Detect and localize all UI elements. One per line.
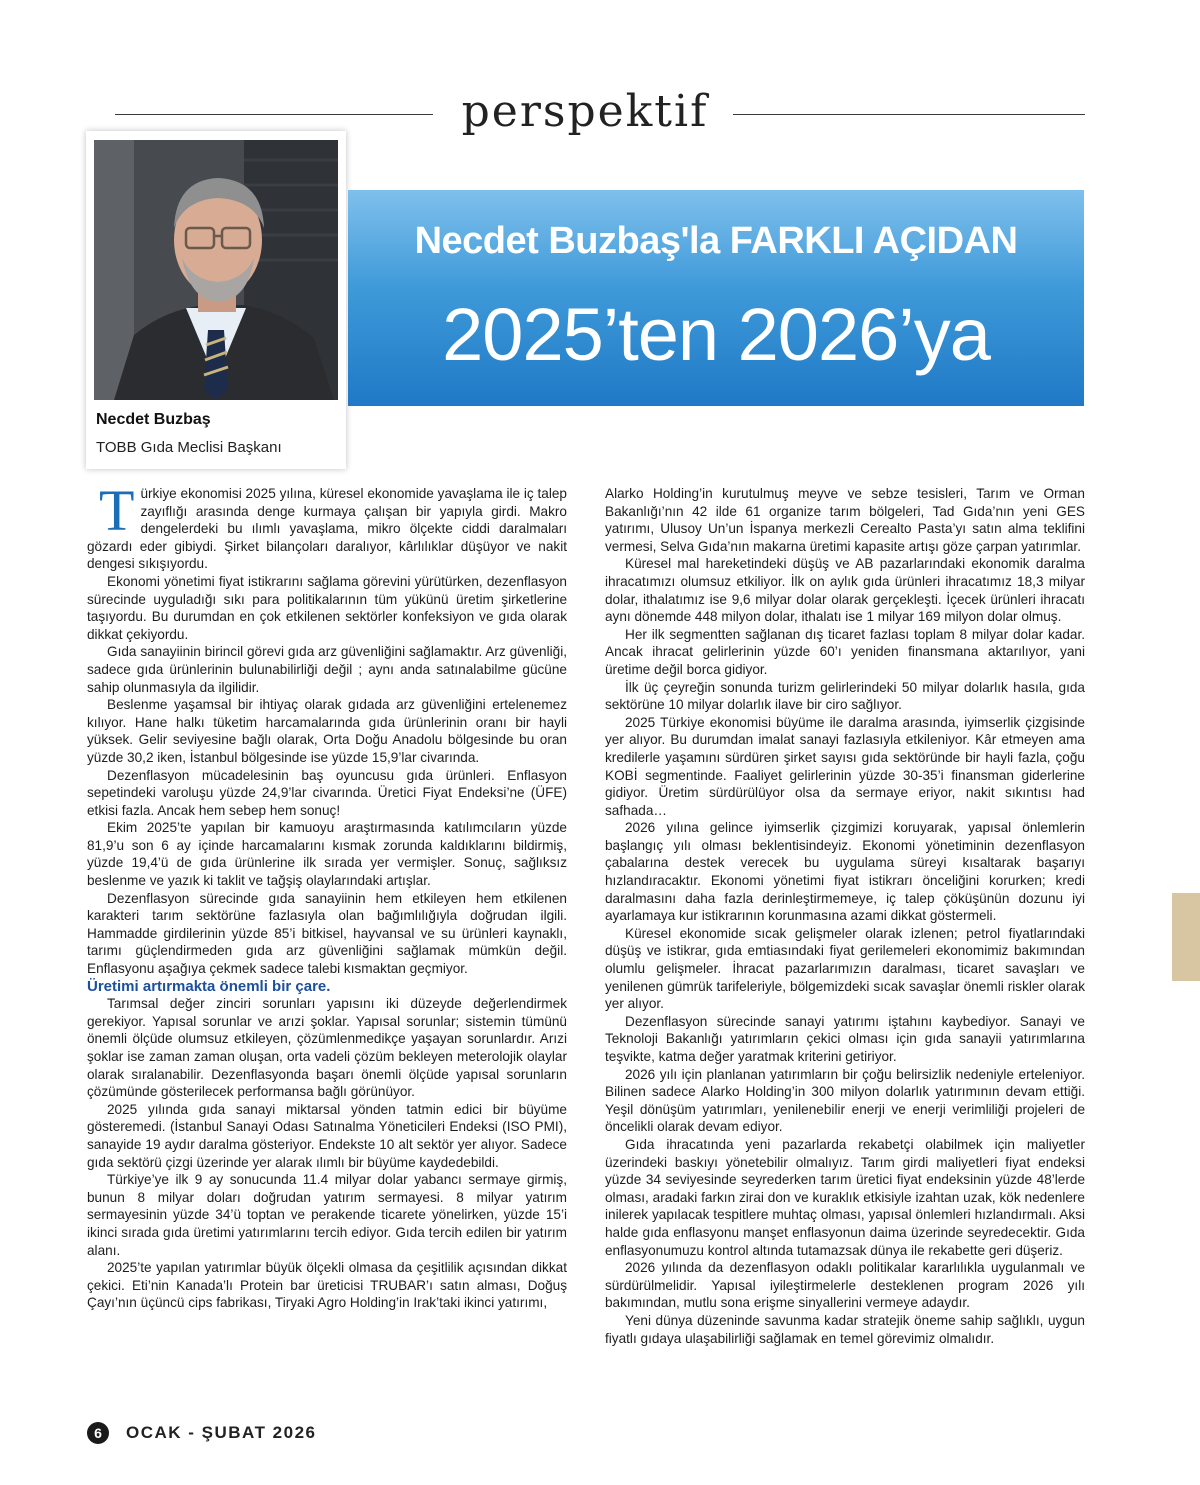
paragraph: Küresel ekonomide sıcak gelişmeler olarak izlenen; petrol fiyatlarındaki düşüş ve istikrar, gıda emtiasındaki fiyat gerilemeleri ekonomimiz bakımından olumlu gelişmeler. İhracat pazarlarımızın daralması, ticaret savaşları ve yenilenen gümrük tarifeleriyle, bölgemizdeki sıcak savaşlar önemli riskler olarak yer alıyor.: [605, 925, 1085, 1012]
paragraph: Tarımsal değer zinciri sorunları yapısını iki düzeyde değerlendirmek gerekiyor. Yapısal sorunlar ve arızi şoklar. Yapısal sorunlar; sistemin tümünü önemli ölçüde olumsuz etkileyen, çözümlenmedikçe yaşayan sorunlardır. Arızi şoklar ise zaman zaman oluşan, orta vadeli çözüm bekleyen meterolojik olaylar olarak sıralanabilir. Dezenflasyonda başarı önemli ölçüde yapısal sorunların çözümünde gösterilecek performansa bağlı görünüyor.: [87, 996, 567, 1100]
header-rule-left: [115, 114, 433, 115]
paragraph: Ekonomi yönetimi fiyat istikrarını sağlama görevini yürütürken, dezenflasyon sürecinde uyguladığı sıkı para politikalarının tüm yükünü üretim şirketlerine taşıyordu. Bu durumdan en çok etkilenen sektörler konfeksiyon ve gıda olarak dikkat çekiyordu.: [87, 573, 567, 642]
paragraph: Türkiye’ye ilk 9 ay sonucunda 11.4 milyar dolar yabancı sermaye girmiş, bunun 8 milyar doları doğrudan yatırım sermayesi. 8 milyar yatırım sermayesinin yüzde 34’ü toptan ve perakende ticarete yönelirken, yüzde 15’i ikinci sırada gıda üretimi yatırımlarını tercih ediyor. Gıda tercih edilen bir yatırım alanı.: [87, 1172, 567, 1258]
paragraph: Küresel mal hareketindeki düşüş ve AB pazarlarındaki ekonomik daralma ihracatımızı olumsuz etkiliyor. İlk on aylık gıda ürünleri ihracatımız 18,3 milyar dolar, ithalatımız ise 9,6 milyar dolar olarak gerçekleşti. İçecek ürünleri ihracatı aynı dönemde 448 milyon dolar, ithalatı ise 1 milyar 169 milyon dolar olmuş.: [605, 556, 1085, 625]
article-column-right: [605, 485, 1085, 1347]
paragraph: 2026 yılı için planlanan yatırımların bir çoğu belirsizlik nedeniyle erteleniyor. Bilinen sadece Alarko Holding’in 300 milyon dolarlık yatırımının devam ettiği. Yeşil dönüşüm yatırımları, yenilenebilir enerji ve enerji verimliliği projeleri de öncelikli olarak devam ediyor.: [605, 1066, 1085, 1135]
paragraph: Gıda sanayiinin birincil görevi gıda arz güvenliğini sağlamaktır. Arz güvenliği, sadece gıda ürünlerinin bulunabilirliği değil ; aynı anda satınalabilme gücüne sahip olunmasıyla da ilgilidir.: [87, 644, 567, 695]
title-banner: [348, 190, 1084, 406]
page-number: 6: [87, 1422, 109, 1444]
author-name: Necdet Buzbaş: [96, 411, 211, 428]
paragraph: Türkiye ekonomisi 2025 yılına, küresel ekonomide yavaşlama ile iç talep zayıflığı arasında denge kurmaya çalışan bir yapıyla girdi. Makro dengelerdeki bu ılımlı yavaşlama, mikro ölçekte ciddi daralmaları gözardı eder gibiydi. Şirket bilançoları daralıyor, kârlılıklar düşüyor ve nakit dengesi sıkışıyordu.: [87, 478, 567, 572]
header-rule-right: [733, 114, 1085, 115]
paragraph: Dezenflasyon mücadelesinin baş oyuncusu gıda ürünleri. Enflasyon sepetindeki varoluşu yüzde 24,9’lar civarında. Üretici Fiyat Endeksi’ne (ÜFE) etkisi fazla. Ancak hem sebep hem sonuç!: [87, 767, 567, 818]
paragraph: Her ilk segmentten sağlanan dış ticaret fazlası toplam 8 milyar dolar kadar. Ancak ihracat gelirlerinin yüzde 60’ı yeniden finansmana aktarılıyor, yani üretime değil borca gidiyor.: [605, 626, 1085, 677]
banner-subtitle: 2025’ten 2026’ya: [442, 293, 990, 376]
paragraph: 2025 Türkiye ekonomisi büyüme ile daralma arasında, iyimserlik çizgisinde yer alıyor. Bu durumdan imalat sanayi fazlasıyla etkileniyor. Kâr etmeyen ama kredilerle yaşamını sürdüren şirket sayısı gıda sektöründe bir hayli fazla, çoğu KOBİ segmentinde. Faaliyet gelirlerinin yüzde 30-35’i finansman giderlerine gidiyor. Üretim sürdürülüyor olsa da sermaye eriyor, nakit sıkıntısı had safhada…: [605, 714, 1085, 818]
issue-date: OCAK - ŞUBAT 2026: [126, 1423, 317, 1442]
author-portrait: [94, 140, 338, 400]
author-card: [86, 131, 346, 469]
article-column-left: [87, 478, 567, 1312]
banner-title: Necdet Buzbaş'la FARKLI AÇIDAN: [414, 220, 1018, 262]
section-title: perspektif: [461, 86, 709, 137]
paragraph: Dezenflasyon sürecinde sanayi yatırımı iştahını kaybediyor. Sanayi ve Teknoloji Bakanlığı yatırımların çekici olması için gıda sanayii yatırımlarına teşvikte, katma değer yaratmak kriterini getiriyor.: [605, 1013, 1085, 1064]
paragraph: 2026 yılında da dezenflasyon odaklı politikalar kararlılıkla uygulanmalı ve sürdürülmelidir. Yapısal iyileştirmelerle desteklenen program 2026 yılı bakımından, mutlu sona erişme sinyallerini vermeye adaydır.: [605, 1260, 1085, 1311]
paragraph: İlk üç çeyreğin sonunda turizm gelirlerindeki 50 milyar dolarlık hasıla, gıda sektörüne 10 milyar dolarlık ilave bir ciro sağlıyor.: [605, 679, 1085, 713]
paragraph: Beslenme yaşamsal bir ihtiyaç olarak gıdada arz güvenliğini ertelenemez kılıyor. Hane halkı tüketim harcamalarında gıda ürünlerinin oranı bir hayli yüksek. Gelir seviyesine bağlı olarak, Orta Doğu Anadolu bölgesinde bu oran yüzde 30,2 iken, İstanbul bölgesinde ise yüzde 15,9’lar civarında.: [87, 697, 567, 765]
paragraph: Ekim 2025’te yapılan bir kamuoyu araştırmasında katılımcıların yüzde 81,9’u son 6 ay içinde harcamalarını kısmak zorunda kaldıklarını bildirmiş, yüzde 19,4’ü de gıda ürünlerine ilk sırada yer vermişler. Sonuç, sağlıksız beslenme ve yazık ki taklit ve tağşiş olaylarındaki artışlar.: [87, 820, 567, 889]
paragraph: 2025 yılında gıda sanayi miktarsal yönden tatmin edici bir büyüme gösteremedi. (İstanbul Sanayi Odası Satınalma Yöneticileri Endeksi (ISO PMI), sanayide 19 aydır daralma gösteriyor. Endekste 10 alt sektör yer alıyor. Sadece gıda sektörü çizgi üzerinde yer alarak ılımlı bir büyüme kaydedebildi.: [87, 1101, 567, 1170]
subheading: Üretimi artırmakta önemli bir çare.: [87, 977, 331, 995]
paragraph: Dezenflasyon sürecinde gıda sanayiinin hem etkileyen hem etkilenen karakteri tarım sektörüne fazlasıyla olan bağımlılığıyla doğrudan ilgili. Hammadde girdilerinin yüzde 85’i bitkisel, hayvansal ve su ürünleri kaynaklı, tarımı güçlendirmeden gıda arz güvenliğini sağlamak mümkün değil. Enflasyonu aşağıya çekmek sadece talebi kısmaktan geçmiyor.: [87, 890, 567, 977]
paragraph: 2025’te yapılan yatırımlar büyük ölçekli olmasa da çeşitlilik açısından dikkat çekici. Eti’nin Kanada’lı Protein bar üreticisi TRUBAR’ı satın alması, Doğuş Çayı’nın üçüncü cips fabrikası, Tiryaki Agro Holding’in Irak’taki ikinci yatırımı,: [87, 1260, 567, 1311]
page-edge-tab: [1172, 893, 1200, 981]
author-role: TOBB Gıda Meclisi Başkanı: [96, 439, 282, 456]
paragraph: Alarko Holding’in kurutulmuş meyve ve sebze tesisleri, Tarım ve Orman Bakanlığı’nın 42 ilde 61 organize tarım bölgeleri, Tad Gıda’nın yeni GES yatırımı, Ulusoy Un’un İspanya merkezli Cerealto Pasta’yı satın alma teklifini vermesi, Selva Gıda’nın makarna üretimi kapasite artışı göze çarpan yatırımlar.: [605, 486, 1085, 554]
paragraph: Gıda ihracatında yeni pazarlarda rekabetçi olabilmek için maliyetler üzerindeki baskıyı yönetebilir olmalıyız. Tarım girdi maliyetleri fiyat endeksi yüzde 34 seviyesinde seyrederken tarım üretici fiyat endeksinin yüzde 48’lerde olması, aradaki farkın zirai don ve kuraklık etkisiyle izahtan uzak, kök nedenlere inilerek yapılacak tespitlere muhtaç olması, yapısal önlemleri hızlandırmalı. Aksi halde gıda enflasyonu manşet enflasyonun daima üzerinde seyredecektir. Gıda enflasyonumuzu kontrol altında tutamazsak dünya ile rekabette geri düşeriz.: [605, 1136, 1085, 1258]
paragraph: Yeni dünya düzeninde savunma kadar stratejik öneme sahip sağlıklı, uygun fiyatlı gıdaya ulaşabilirliği sağlamak en temel görevimiz olmalıdır.: [605, 1312, 1085, 1346]
paragraph: 2026 yılına gelince iyimserlik çizgimizi koruyarak, yapısal önlemlerin başlangıç yılı olması beklentisindeyiz. Ekonomi yönetiminin dezenflasyon çabalarına destek verecek bu uygulama süreyi kısaltarak başarıyı hızlandıracaktır. Ekonomi yönetimi fiyat istikrarı önceliğini korurken; kredi daralmasını daha fazla derinleştirmemeye, iç talep çöküşünün dozunu iyi ayarlamaya kur istikrarının korunmasına azami dikkat göstermeli.: [605, 820, 1085, 924]
drop-cap: T: [99, 478, 135, 543]
